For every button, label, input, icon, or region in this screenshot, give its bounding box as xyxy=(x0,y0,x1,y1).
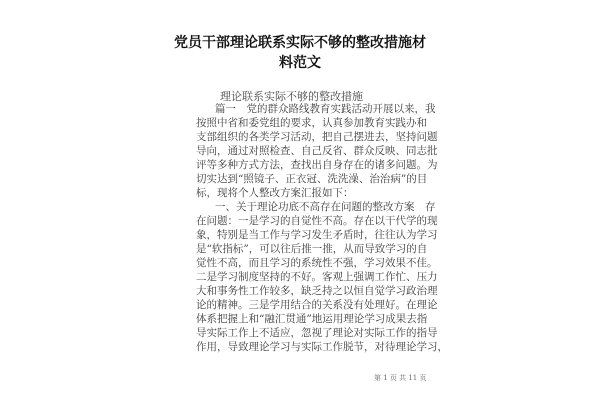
body-line-12: 觉性不高，而且学习的系统性不强，学习效果不佳。 xyxy=(196,257,438,269)
body-line-18: 作用，导致理论学习与实际工作脱节，对待理论学习， xyxy=(196,341,448,353)
body-line-3: 支部组织的各类学习活动，把自己摆进去，坚持问题 xyxy=(196,131,438,143)
body-line-1: 篇一 党的群众路线教育实践活动开展以来，我 xyxy=(215,103,436,115)
document-title-line-1: 党员干部理论联系实际不够的整改措施材 xyxy=(174,35,426,51)
page-number: 第 1 页 共 11 页 xyxy=(374,374,427,382)
body-line-7: 标，现将个人整改方案汇报如下： xyxy=(196,187,354,199)
body-line-5: 评等多种方式方法，查找出自身存在的诸多问题。为 xyxy=(196,159,438,171)
body-line-15: 论的精神。三是学用结合的关系没有处理好。在理论 xyxy=(196,299,438,311)
section-subtitle: 理论联系实际不够的整改措施 xyxy=(220,90,363,103)
body-line-10: 象，特别是当工作与学习发生矛盾时，往往认为学习 xyxy=(196,229,438,241)
body-line-6: 切实达到“照镜子、正衣冠、洗洗澡、治治病”的目 xyxy=(196,173,428,185)
body-line-11: 是“软指标”，可以往后推一推，从而导致学习的自 xyxy=(196,243,428,255)
body-line-4: 导向，通过对照检查、自己反省、群众反映、同志批 xyxy=(196,145,438,157)
body-line-17: 导实际工作上不适应，忽视了理论对实际工作的指导 xyxy=(196,327,438,339)
body-line-16: 体系把握上和“融汇贯通”地运用理论学习成果去指 xyxy=(196,313,428,325)
body-line-13: 二是学习制度坚持的不好。客观上强调工作忙、压力 xyxy=(196,271,438,283)
body-line-9: 在问题：一是学习的自觉性不高。存在以干代学的现 xyxy=(196,215,438,227)
body-line-2: 按照中省和委党组的要求，认真参加教育实践办和 xyxy=(196,117,427,129)
body-line-14: 大和事务性工作较多，缺乏持之以恒自觉学习政治理 xyxy=(196,285,438,297)
document-title-line-2: 料范文 xyxy=(279,55,321,71)
body-line-8: 一、关于理论功底不高存在问题的整改方案 存 xyxy=(215,201,436,213)
